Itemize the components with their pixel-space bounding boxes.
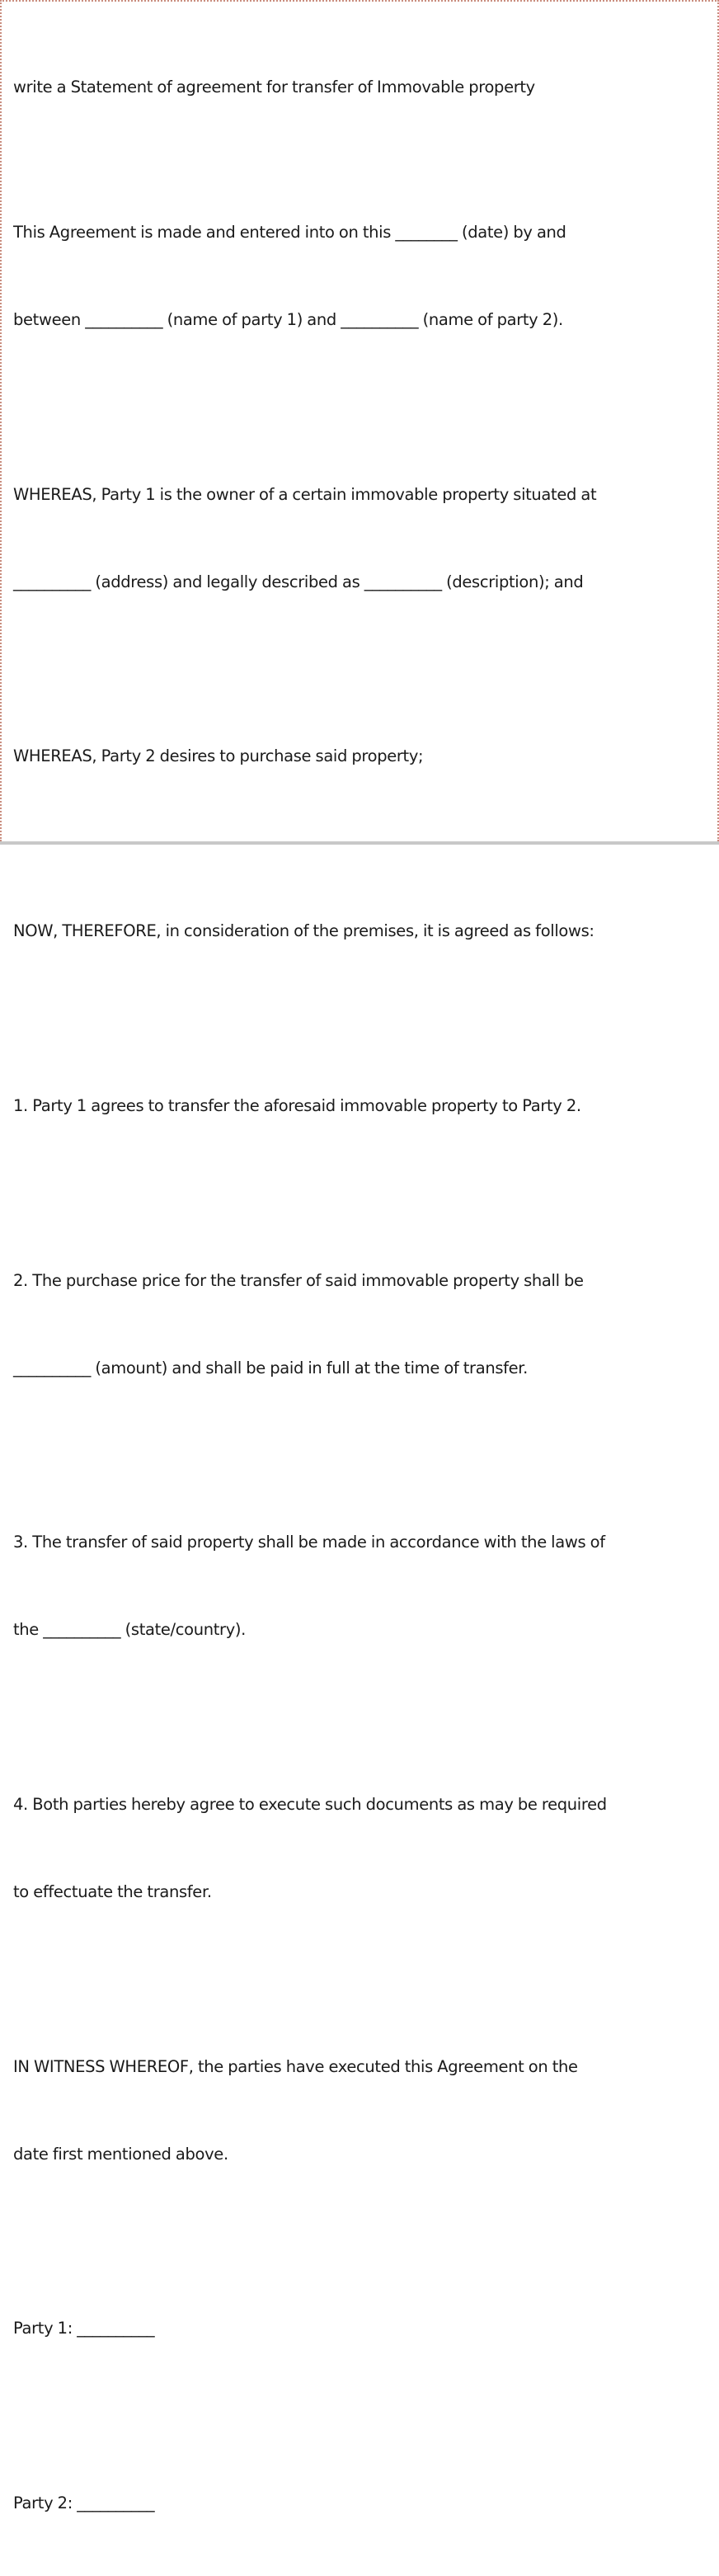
whereas-owner-line-2: __________ (address) and legally described as __________ (description); and (13, 572, 584, 591)
clause-2 (13, 1208, 714, 1440)
whereas-purchase-paragraph (13, 684, 714, 829)
clause-1-line-1: 1. Party 1 agrees to transfer the aforesaid immovable property to Party 2. (13, 1095, 581, 1115)
clause-2-line-2: __________ (amount) and shall be paid in full at the time of transfer. (13, 1358, 529, 1377)
signature-party-2 (13, 2431, 714, 2576)
intro-paragraph (13, 159, 714, 392)
signature-party-1 (13, 2256, 714, 2401)
intro-line-2: between __________ (name of party 1) and __________ (name of party 2). (13, 309, 563, 329)
witness-paragraph (13, 1994, 714, 2226)
clause-4 (13, 1732, 714, 1965)
whereas-owner-line-1: WHEREAS, Party 1 is the owner of a certain immovable property situated at (13, 484, 597, 504)
clause-4-line-2: to effectuate the transfer. (13, 1882, 212, 1901)
signature-party-1-text: Party 1: __________ (13, 2319, 155, 2338)
clause-3-line-2: the __________ (state/country). (13, 1620, 247, 1640)
intro-line-1: This Agreement is made and entered into on this ________ (date) by and (13, 223, 566, 243)
signature-party-2-text: Party 2: __________ (13, 2494, 155, 2513)
agreement-document (13, 14, 714, 2576)
witness-line-1: IN WITNESS WHEREOF, the parties have executed this Agreement on the (13, 2056, 578, 2076)
bottom-scroll-edge (0, 841, 719, 845)
witness-line-2: date first mentioned above. (13, 2144, 228, 2164)
clause-1 (13, 1033, 714, 1178)
prompt-text: write a Statement of agreement for transfer of Immovable property (13, 77, 535, 97)
clause-2-line-1: 2. The purchase price for the transfer of said immovable property shall be (13, 1270, 584, 1290)
whereas-owner-paragraph (13, 421, 714, 654)
now-therefore-paragraph (13, 859, 714, 1004)
whereas-purchase-text: WHEREAS, Party 2 desires to purchase said property; (13, 746, 424, 766)
clause-4-line-1: 4. Both parties hereby agree to execute such documents as may be required (13, 1795, 607, 1815)
prompt-paragraph (13, 14, 714, 159)
now-therefore-text: NOW, THEREFORE, in consideration of the premises, it is agreed as follows: (13, 921, 594, 941)
clause-3 (13, 1470, 714, 1702)
clause-3-line-1: 3. The transfer of said property shall be made in accordance with the laws of (13, 1533, 605, 1552)
